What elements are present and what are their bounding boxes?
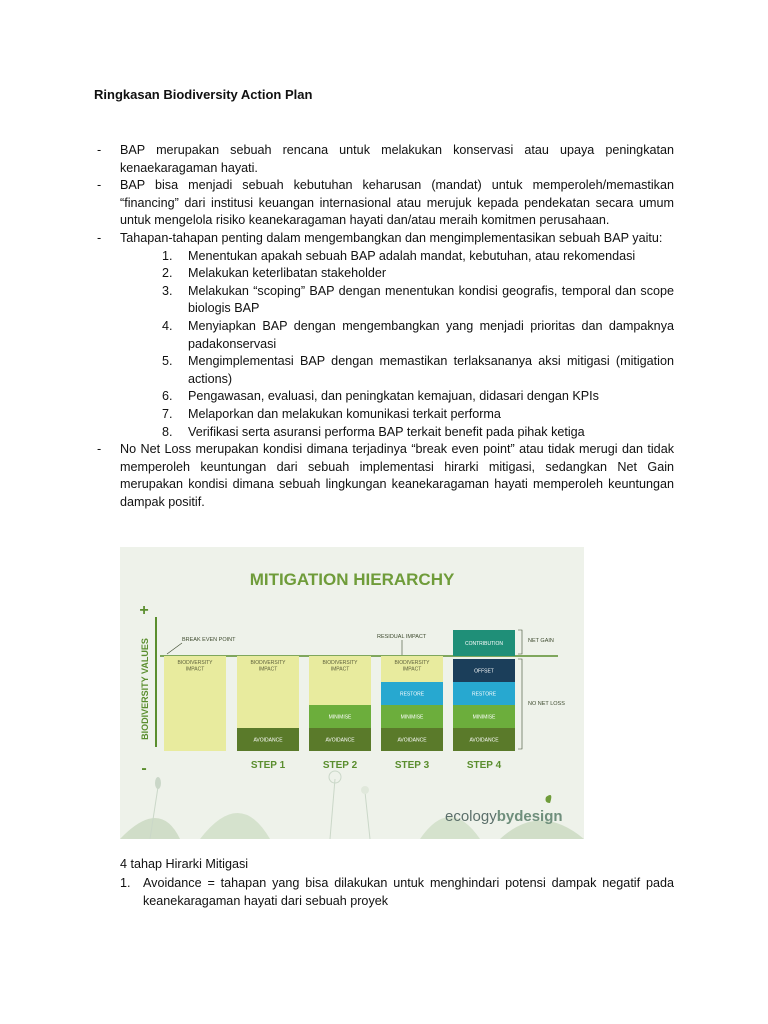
figure-caption: 4 tahap Hirarki Mitigasi xyxy=(120,857,249,871)
step-text: Melakukan keterlibatan stakeholder xyxy=(188,266,387,281)
mitigation-hierarchy-diagram xyxy=(120,547,584,839)
step-item xyxy=(162,406,674,424)
impact-label: IMPACT xyxy=(330,666,350,673)
document-title: Ringkasan Biodiversity Action Plan xyxy=(94,87,313,102)
plus-sign: + xyxy=(139,602,149,619)
step-text: Menentukan apakah sebuah BAP adalah mandat, kebutuhan, atau rekomendasi xyxy=(188,248,636,263)
step-item xyxy=(162,388,674,406)
step-item xyxy=(162,424,674,442)
step-item xyxy=(162,318,674,353)
step-number: 6. xyxy=(162,389,173,404)
offset-label: OFFSET xyxy=(474,668,494,675)
break-even-label: BREAK EVEN POINT xyxy=(182,637,236,643)
bullet-item xyxy=(94,441,674,511)
no-net-loss-label: NO NET LOSS xyxy=(528,701,565,707)
step-number: 4. xyxy=(162,318,173,333)
step-text: Menyiapkan BAP dengan mengembangkan yang menjadi prioritas dan dampaknya padakonservasi xyxy=(188,318,674,351)
brand-text-ecology: ecology xyxy=(445,808,497,825)
bullet-item xyxy=(94,142,674,177)
step-text: Melakukan “scoping” BAP dengan menentukan kondisi geografis, temporal dan scope biologis BAP xyxy=(188,283,674,316)
step-item xyxy=(162,283,674,318)
restore-label: RESTORE xyxy=(471,691,497,698)
bullet-list xyxy=(94,142,674,511)
step-number: 7. xyxy=(162,406,173,421)
avoidance-label: AVOIDANCE xyxy=(253,737,283,744)
step-label: STEP 2 xyxy=(322,760,358,771)
bullet-item xyxy=(94,230,674,441)
avoidance-label: AVOIDANCE xyxy=(325,737,355,744)
step-number: 5. xyxy=(162,354,173,369)
step-item xyxy=(162,265,674,283)
step-number: 1. xyxy=(162,248,173,263)
y-axis-label: BIODIVERSITY VALUES xyxy=(140,638,150,740)
bap-steps-list xyxy=(120,248,674,442)
bullet-item xyxy=(94,177,674,230)
brand-logo-text xyxy=(445,808,563,825)
step-number: 3. xyxy=(162,283,173,298)
impact-label: IMPACT xyxy=(258,666,278,673)
step-text: Pengawasan, evaluasi, dan peningkatan kemajuan, didasari dengan KPIs xyxy=(188,389,599,404)
net-gain-label: NET GAIN xyxy=(528,638,554,644)
impact-label: BIODIVERSITY xyxy=(177,660,213,666)
step-number: 8. xyxy=(162,424,173,439)
step-text: Mengimplementasi BAP dengan memastikan terlaksananya aksi mitigasi (mitigation actions) xyxy=(188,354,674,386)
minimise-label: MINIMISE xyxy=(328,714,352,721)
step-text: Verifikasi serta asuransi performa BAP terkait benefit pada pihak ketiga xyxy=(188,424,585,439)
impact-label: IMPACT xyxy=(402,666,422,673)
figure-title: MITIGATION HIERARCHY xyxy=(249,570,455,589)
bullet-text: No Net Loss merupakan kondisi dimana terjadinya “break even point” atau tidak merugi dan tidak memperoleh keuntungan dari sebuah implementasi hirarki mitigasi, sedangkan Net Gain merupakan kondisi dimana sebuah lingkungan keanekaragaman hayati memperoleh keuntungan dampak positif. xyxy=(120,442,674,509)
brand-text-bydesign: bydesign xyxy=(496,808,563,825)
step-label: STEP 1 xyxy=(250,760,286,771)
avoidance-label: AVOIDANCE xyxy=(397,737,427,744)
restore-label: RESTORE xyxy=(399,691,425,698)
mitigation-step-number: 1. xyxy=(120,876,131,890)
step-label: STEP 3 xyxy=(394,760,430,771)
contribution-label: CONTRIBUTION xyxy=(464,641,504,647)
bullet-text: BAP bisa menjadi sebuah kebutuhan keharusan (mandat) untuk memperoleh/memastikan “financing” dari institusi keuangan internasional atau merujuk kepada pendekatan secara umum untuk mengelola risiko keanekaragaman hayati dan/atau meraih komitmen perusahaan. xyxy=(120,178,674,228)
mitigation-step-item xyxy=(120,875,674,910)
mitigation-steps-list xyxy=(120,875,674,910)
step-item xyxy=(162,248,674,266)
impact-label: IMPACT xyxy=(185,666,205,673)
minimise-label: MINIMISE xyxy=(472,714,496,721)
mitigation-step-text: Avoidance = tahapan yang bisa dilakukan untuk menghindari potensi dampak negatif pada keanekaragaman hayati dari sebuah proyek xyxy=(143,876,674,908)
bullet-text: Tahapan-tahapan penting dalam mengembangkan dan mengimplementasikan sebuah BAP yaitu: xyxy=(120,230,663,245)
impact-label: BIODIVERSITY xyxy=(250,660,286,666)
avoidance-label: AVOIDANCE xyxy=(469,737,499,744)
minimise-label: MINIMISE xyxy=(400,714,424,721)
step-label: STEP 4 xyxy=(466,760,502,771)
mitigation-hierarchy-figure xyxy=(120,547,584,839)
impact-label: BIODIVERSITY xyxy=(394,660,430,666)
residual-impact-label: RESIDUAL IMPACT xyxy=(377,634,427,640)
minus-sign: - xyxy=(141,760,147,777)
impact-label: BIODIVERSITY xyxy=(322,660,358,666)
bullet-text: BAP merupakan sebuah rencana untuk melakukan konservasi atau upaya peningkatan kenaekaragaman hayati. xyxy=(120,143,674,175)
step-text: Melaporkan dan melakukan komunikasi terkait performa xyxy=(188,406,501,421)
step-number: 2. xyxy=(162,266,173,281)
step-item xyxy=(162,353,674,388)
